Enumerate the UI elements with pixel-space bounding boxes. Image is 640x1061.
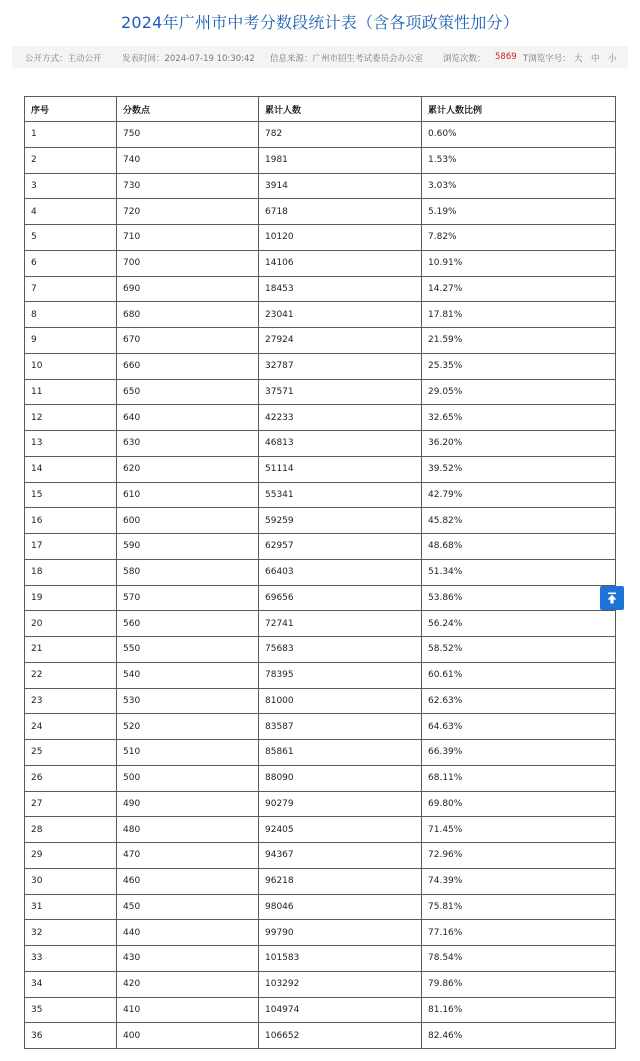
- table-row: [25, 843, 616, 869]
- cell-index: 14: [25, 456, 117, 482]
- table-row: [25, 817, 616, 843]
- cell-cumulative-count: 42233: [259, 405, 422, 431]
- cell-score: 560: [117, 611, 259, 637]
- cell-score: 440: [117, 920, 259, 946]
- table-row: [25, 508, 616, 534]
- table-header-row: [25, 97, 616, 122]
- cell-score: 510: [117, 740, 259, 766]
- cell-index: 25: [25, 740, 117, 766]
- cell-cumulative-ratio: 29.05%: [422, 379, 616, 405]
- cell-cumulative-ratio: 45.82%: [422, 508, 616, 534]
- cell-cumulative-count: 101583: [259, 946, 422, 972]
- cell-index: 26: [25, 765, 117, 791]
- cell-score: 670: [117, 328, 259, 354]
- cell-cumulative-ratio: 68.11%: [422, 765, 616, 791]
- cell-index: 19: [25, 585, 117, 611]
- cell-cumulative-count: 59259: [259, 508, 422, 534]
- cell-index: 3: [25, 173, 117, 199]
- cell-cumulative-ratio: 21.59%: [422, 328, 616, 354]
- cell-cumulative-count: 96218: [259, 868, 422, 894]
- cell-cumulative-ratio: 17.81%: [422, 302, 616, 328]
- table-row: [25, 791, 616, 817]
- cell-cumulative-ratio: 58.52%: [422, 637, 616, 663]
- page-title: 2024年广州市中考分数段统计表（含各项政策性加分）: [121, 13, 519, 32]
- cell-index: 4: [25, 199, 117, 225]
- cell-cumulative-count: 66403: [259, 559, 422, 585]
- table-row: [25, 405, 616, 431]
- cell-cumulative-ratio: 10.91%: [422, 250, 616, 276]
- cell-score: 490: [117, 791, 259, 817]
- cell-cumulative-count: 46813: [259, 431, 422, 457]
- cell-cumulative-ratio: 32.65%: [422, 405, 616, 431]
- cell-cumulative-count: 27924: [259, 328, 422, 354]
- cell-cumulative-count: 1981: [259, 147, 422, 173]
- cell-cumulative-ratio: 72.96%: [422, 843, 616, 869]
- cell-index: 9: [25, 328, 117, 354]
- cell-cumulative-count: 103292: [259, 971, 422, 997]
- cell-index: 7: [25, 276, 117, 302]
- cell-index: 10: [25, 353, 117, 379]
- cell-cumulative-count: 51114: [259, 456, 422, 482]
- cell-score: 730: [117, 173, 259, 199]
- table-row: [25, 353, 616, 379]
- cell-score: 430: [117, 946, 259, 972]
- cell-cumulative-ratio: 14.27%: [422, 276, 616, 302]
- cell-cumulative-ratio: 71.45%: [422, 817, 616, 843]
- table-row: [25, 122, 616, 148]
- cell-score: 450: [117, 894, 259, 920]
- cell-score: 600: [117, 508, 259, 534]
- table-row: [25, 662, 616, 688]
- cell-cumulative-count: 6718: [259, 199, 422, 225]
- cell-cumulative-ratio: 69.80%: [422, 791, 616, 817]
- cell-index: 6: [25, 250, 117, 276]
- cell-cumulative-count: 81000: [259, 688, 422, 714]
- font-size-medium-button[interactable]: 中: [591, 54, 600, 64]
- cell-score: 740: [117, 147, 259, 173]
- table-row: [25, 946, 616, 972]
- cell-cumulative-ratio: 66.39%: [422, 740, 616, 766]
- cell-cumulative-ratio: 60.61%: [422, 662, 616, 688]
- cell-index: 30: [25, 868, 117, 894]
- cell-index: 15: [25, 482, 117, 508]
- cell-index: 12: [25, 405, 117, 431]
- cell-cumulative-count: 3914: [259, 173, 422, 199]
- cell-score: 610: [117, 482, 259, 508]
- cell-score: 410: [117, 997, 259, 1023]
- info-source: 信息来源：广州市招生考试委员会办公室: [270, 54, 424, 64]
- cell-cumulative-count: 88090: [259, 765, 422, 791]
- cell-cumulative-ratio: 36.20%: [422, 431, 616, 457]
- cell-cumulative-ratio: 53.86%: [422, 585, 616, 611]
- cell-index: 1: [25, 122, 117, 148]
- table-row: [25, 1023, 616, 1049]
- table-row: [25, 559, 616, 585]
- cell-cumulative-count: 32787: [259, 353, 422, 379]
- cell-cumulative-ratio: 5.19%: [422, 199, 616, 225]
- cell-score: 650: [117, 379, 259, 405]
- cell-index: 20: [25, 611, 117, 637]
- table-row: [25, 920, 616, 946]
- cell-cumulative-ratio: 62.63%: [422, 688, 616, 714]
- cell-score: 640: [117, 405, 259, 431]
- table-row: [25, 971, 616, 997]
- table-row: [25, 482, 616, 508]
- cell-index: 23: [25, 688, 117, 714]
- open-mode: 公开方式：主动公开: [25, 54, 102, 64]
- cell-cumulative-ratio: 51.34%: [422, 559, 616, 585]
- cell-cumulative-count: 10120: [259, 225, 422, 251]
- cell-cumulative-count: 14106: [259, 250, 422, 276]
- cell-score: 720: [117, 199, 259, 225]
- header-cumulative-count: 累计人数: [259, 97, 422, 122]
- cell-cumulative-count: 18453: [259, 276, 422, 302]
- table-row: [25, 585, 616, 611]
- cell-score: 570: [117, 585, 259, 611]
- cell-score: 500: [117, 765, 259, 791]
- cell-cumulative-count: 37571: [259, 379, 422, 405]
- cell-index: 11: [25, 379, 117, 405]
- cell-score: 660: [117, 353, 259, 379]
- cell-cumulative-ratio: 3.03%: [422, 173, 616, 199]
- cell-index: 5: [25, 225, 117, 251]
- cell-index: 35: [25, 997, 117, 1023]
- views-count: 5869: [495, 52, 517, 62]
- table-row: [25, 997, 616, 1023]
- cell-cumulative-count: 83587: [259, 714, 422, 740]
- table-row: [25, 276, 616, 302]
- header-cumulative-ratio: 累计人数比例: [422, 97, 616, 122]
- cell-score: 530: [117, 688, 259, 714]
- cell-score: 520: [117, 714, 259, 740]
- cell-index: 16: [25, 508, 117, 534]
- cell-score: 710: [117, 225, 259, 251]
- cell-cumulative-ratio: 78.54%: [422, 946, 616, 972]
- table-row: [25, 225, 616, 251]
- cell-index: 36: [25, 1023, 117, 1049]
- table-body: [25, 122, 616, 1049]
- cell-score: 400: [117, 1023, 259, 1049]
- table-row: [25, 379, 616, 405]
- cell-score: 460: [117, 868, 259, 894]
- cell-cumulative-count: 98046: [259, 894, 422, 920]
- font-size-large-button[interactable]: 大: [574, 54, 583, 64]
- cell-score: 550: [117, 637, 259, 663]
- cell-cumulative-count: 69656: [259, 585, 422, 611]
- table-row: [25, 456, 616, 482]
- cell-index: 29: [25, 843, 117, 869]
- cell-index: 2: [25, 147, 117, 173]
- cell-cumulative-ratio: 39.52%: [422, 456, 616, 482]
- cell-cumulative-count: 94367: [259, 843, 422, 869]
- cell-cumulative-count: 55341: [259, 482, 422, 508]
- table-row: [25, 765, 616, 791]
- cell-cumulative-count: 782: [259, 122, 422, 148]
- table-row: [25, 147, 616, 173]
- table-row: [25, 302, 616, 328]
- cell-cumulative-ratio: 77.16%: [422, 920, 616, 946]
- arrow-up-to-top-icon: [605, 591, 619, 605]
- cell-index: 21: [25, 637, 117, 663]
- cell-score: 580: [117, 559, 259, 585]
- cell-cumulative-count: 92405: [259, 817, 422, 843]
- cell-cumulative-count: 85861: [259, 740, 422, 766]
- cell-cumulative-count: 23041: [259, 302, 422, 328]
- cell-index: 18: [25, 559, 117, 585]
- table-row: [25, 688, 616, 714]
- cell-cumulative-ratio: 42.79%: [422, 482, 616, 508]
- header-score: 分数点: [117, 97, 259, 122]
- article-meta-bar: [12, 46, 628, 68]
- cell-score: 540: [117, 662, 259, 688]
- cell-index: 33: [25, 946, 117, 972]
- cell-score: 630: [117, 431, 259, 457]
- cell-index: 32: [25, 920, 117, 946]
- table-row: [25, 740, 616, 766]
- cell-score: 750: [117, 122, 259, 148]
- cell-cumulative-ratio: 82.46%: [422, 1023, 616, 1049]
- table-row: [25, 431, 616, 457]
- cell-cumulative-ratio: 25.35%: [422, 353, 616, 379]
- cell-cumulative-ratio: 48.68%: [422, 534, 616, 560]
- cell-cumulative-ratio: 56.24%: [422, 611, 616, 637]
- header-index: 序号: [25, 97, 117, 122]
- cell-cumulative-ratio: 75.81%: [422, 894, 616, 920]
- table-row: [25, 250, 616, 276]
- table-row: [25, 611, 616, 637]
- cell-score: 700: [117, 250, 259, 276]
- cell-cumulative-count: 62957: [259, 534, 422, 560]
- font-size-small-button[interactable]: 小: [608, 54, 617, 64]
- table-row: [25, 199, 616, 225]
- cell-cumulative-ratio: 64.63%: [422, 714, 616, 740]
- cell-index: 17: [25, 534, 117, 560]
- cell-index: 22: [25, 662, 117, 688]
- cell-cumulative-count: 75683: [259, 637, 422, 663]
- back-to-top-button[interactable]: [600, 586, 624, 610]
- publish-time: 发表时间：2024-07-19 10:30:42: [122, 54, 255, 64]
- cell-cumulative-ratio: 74.39%: [422, 868, 616, 894]
- table-row: [25, 894, 616, 920]
- table-row: [25, 637, 616, 663]
- cell-score: 420: [117, 971, 259, 997]
- cell-score: 620: [117, 456, 259, 482]
- cell-index: 34: [25, 971, 117, 997]
- cell-score: 680: [117, 302, 259, 328]
- table-row: [25, 714, 616, 740]
- cell-cumulative-count: 104974: [259, 997, 422, 1023]
- cell-index: 8: [25, 302, 117, 328]
- views-label: 浏览次数：: [443, 54, 486, 64]
- cell-cumulative-ratio: 79.86%: [422, 971, 616, 997]
- table-row: [25, 868, 616, 894]
- cell-index: 27: [25, 791, 117, 817]
- cell-score: 480: [117, 817, 259, 843]
- cell-cumulative-ratio: 1.53%: [422, 147, 616, 173]
- cell-cumulative-count: 90279: [259, 791, 422, 817]
- font-size-label: T浏览字号：: [523, 54, 571, 64]
- cell-cumulative-count: 99790: [259, 920, 422, 946]
- score-table-container: [24, 96, 615, 1049]
- table-row: [25, 534, 616, 560]
- table-row: [25, 328, 616, 354]
- cell-index: 13: [25, 431, 117, 457]
- cell-cumulative-count: 72741: [259, 611, 422, 637]
- cell-cumulative-ratio: 7.82%: [422, 225, 616, 251]
- cell-score: 590: [117, 534, 259, 560]
- cell-score: 470: [117, 843, 259, 869]
- cell-cumulative-ratio: 81.16%: [422, 997, 616, 1023]
- cell-cumulative-count: 106652: [259, 1023, 422, 1049]
- cell-index: 24: [25, 714, 117, 740]
- cell-index: 31: [25, 894, 117, 920]
- score-distribution-table: [24, 96, 616, 1049]
- table-row: [25, 173, 616, 199]
- cell-cumulative-ratio: 0.60%: [422, 122, 616, 148]
- cell-index: 28: [25, 817, 117, 843]
- cell-score: 690: [117, 276, 259, 302]
- cell-cumulative-count: 78395: [259, 662, 422, 688]
